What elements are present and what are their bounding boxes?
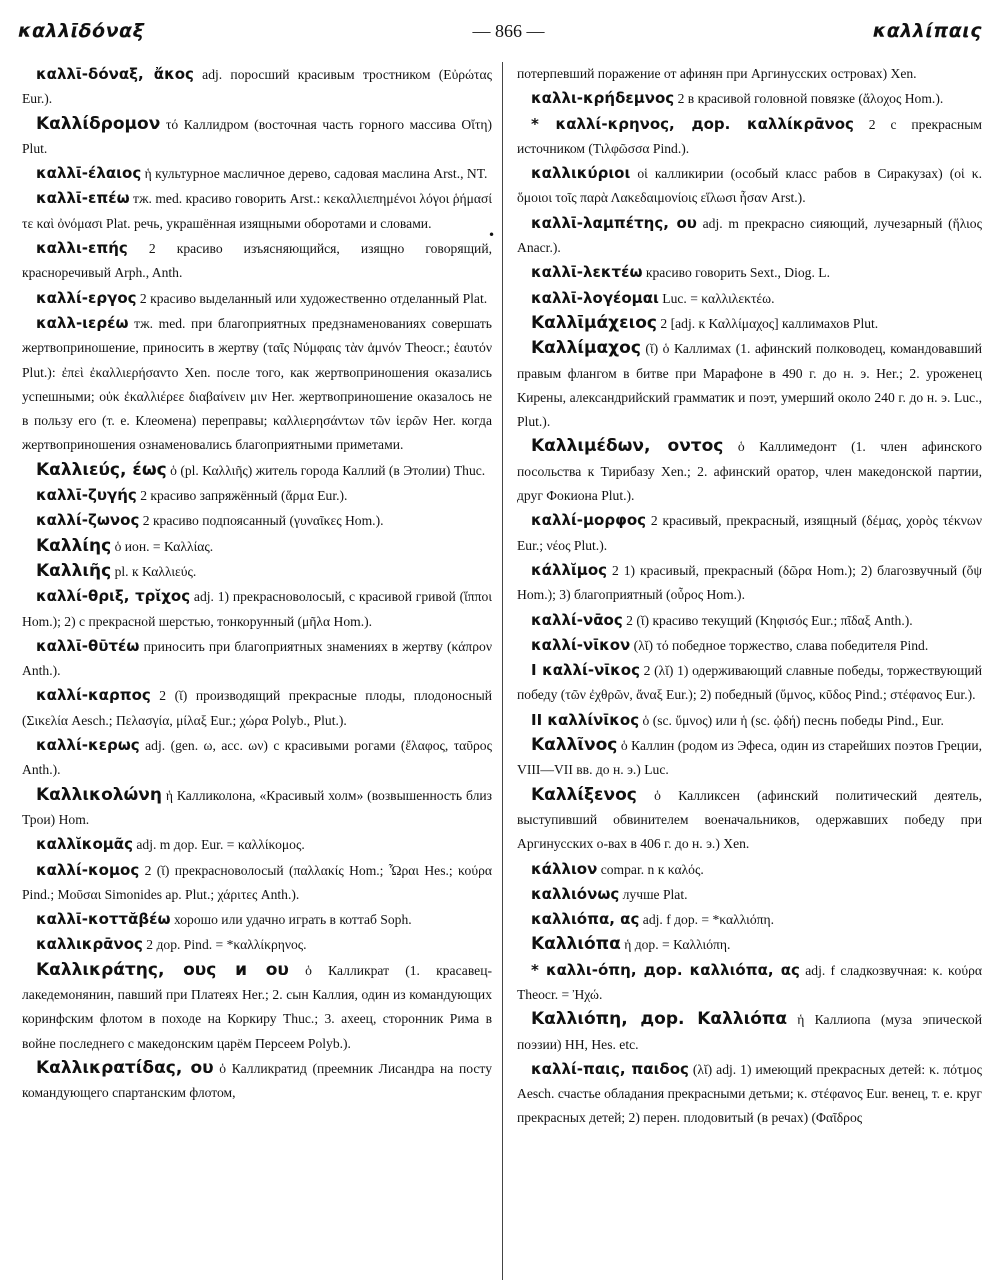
entry-headword: Καλλιῆς [36,560,112,581]
entry-definition: 2 в красивой головной повязке (ἄλοχος Hom.). [674,91,944,107]
entry-headword: καλλῑ-ζυγής [36,486,137,505]
dictionary-entry [517,211,982,261]
dictionary-entry [22,458,492,483]
dictionary-entry [517,733,982,783]
entry-definition: ὁ Каллин (родом из Эфеса, один из старейших поэтов Греции, VIII—VII вв. до н. э.) Luc. [517,738,982,778]
entry-definition: adj. f сладкозвучная: κ. κούρα Theocr. = Ἠχώ. [517,962,982,1002]
entry-headword: καλλί-παις, παιδος [531,1059,689,1078]
entry-headword: καλλῑ-επέω [36,189,130,208]
dictionary-entry [22,783,492,833]
entry-definition: compar. n к καλός. [597,861,704,877]
entry-definition: 2 1) красивый, прекрасный (δῶρα Hom.); 2) благозвучный (ὄψ Hom.); 3) благоприятный (οὖρος Hom.). [517,562,982,603]
dictionary-entry [517,608,982,633]
entry-definition: ἡ дор. = Καλλιόπη. [620,937,731,953]
entry-headword: καλλικρᾱνος [36,935,143,954]
dictionary-entry [22,832,492,857]
entry-definition: ὁ Каллимедонт (1. член афинского посольства к Тирибазу Xen.; 2. афинский оратор, член македонской партии, друг Фокиона Plut.). [517,439,982,504]
entry-definition: лучше Plat. [619,886,688,902]
entry-headword: καλλῑ-δόναξ, ἄκος [36,65,194,83]
dictionary-entry [517,932,982,957]
entry-definition: ἡ культурное масличное дерево, садовая маслина Arst., NT. [141,166,488,182]
columns [22,62,982,1280]
entry-headword: Καλλίης [36,535,112,556]
entry-headword: Καλλικρατίδας, ου [36,1057,214,1078]
dictionary-entry [517,1057,982,1131]
entry-definition: οἱ калликирии (особый класс рабов в Сиракузах) (οἱ κ. ὅμοιοι τοῖς παρὰ Λακεδαιμονίοις εἵλωσι ἦσαν Arst.). [517,166,982,206]
entry-definition: 2 красиво подпоясанный (γυναῖκες Hom.). [139,513,384,529]
header-left-guide-word: καλλῑδόναξ [18,20,145,42]
entry-headword: * καλλί-κρηνος, дор. καλλίκρᾱνος [531,114,854,133]
header-right-guide-word: καλλίπαις [872,20,982,42]
entry-definition: adj. (gen. ω, acc. ων) с красивыми рогами (ἔλαφος, ταῦρος Anth.). [22,738,492,778]
entry-headword: Καλλικολώνη [36,784,162,805]
entry-headword: Καλλίμαχος [531,338,641,359]
margin-bullet-mark: • [488,228,496,242]
dictionary-entry [517,857,982,882]
dictionary-entry [517,658,982,708]
entry-headword: Καλλῑμάχειος [531,312,657,333]
entry-definition: 2 (ῐ) прекрасноволосый (παλλακίς Hom.; Ὧραι Hes.; κούρα Pind.; Μοῦσαι Simonides ap. Plut.; χάριτες Anth.). [22,862,492,902]
entry-definition: 2 красиво выделанный или художественно отделанный Plat. [136,290,488,306]
entry-definition: красиво говорить Sext., Diog. L. [642,265,830,281]
entry-definition: тж. med. красиво говорить Arst.: κεκαλλιεπημένοι λόγοι ῥήμασί τε καὶ ὀνόμασι Plat. речь, украшённая изящными оборотами и словами. [22,191,492,231]
dictionary-entry [22,311,492,458]
entry-headword: καλλῑ-λογέομαι [531,288,659,307]
entry-headword: καλλί-νῑκον [531,635,631,654]
entry-headword: καλλί-καρπος [36,686,151,705]
entry-headword: καλλῑ-κοττᾰβέω [36,910,171,929]
entry-headword: καλλί-εργος [36,288,137,307]
entry-definition: 2 красиво изъясняющийся, изящно говорящий, красноречивый Arph., Anth. [22,241,492,281]
dictionary-entry [22,508,492,533]
entry-headword: Καλλίδρομον [36,113,161,134]
page-header [18,14,982,48]
dictionary-entry [22,733,492,783]
entry-definition: ὁ Калликратид (преемник Лисандра на посту командующего спартанским флотом, [22,1060,492,1101]
entry-definition: потерпевший поражение от афинян при Аргинусских островах) Xen. [517,66,917,81]
dictionary-entry [22,186,492,236]
dictionary-entry [517,286,982,311]
dictionary-entry [517,633,982,658]
entry-definition: adj. m прекрасно сияющий, лучезарный (ἥλιος Anacr.). [517,215,982,256]
entry-definition: ἡ Каллиопа (муза эпической поэзии) HH, Hes. etc. [517,1012,982,1052]
entry-definition: хорошо или удачно играть в коттаб Soph. [170,912,412,928]
entry-definition: τό Каллидром (восточная часть горного массива Οἴτη) Plut. [22,116,492,156]
entry-definition: 2 (ῐ) производящий прекрасные плоды, плодоносный (Σικελία Aesch.; Πελασγία, μίλαξ Eur.; χώρα Polyb., Plut.). [22,688,492,728]
dictionary-entry [517,62,982,86]
entry-headword: Καλλιμέδων, οντος [531,436,724,457]
dictionary-entry [22,858,492,908]
entry-headword: καλλί-νᾱος [531,610,623,629]
entry-headword: καλλί-κερως [36,736,140,755]
entry-headword: II καλλίνῑκος [531,710,640,729]
dictionary-entry [517,86,982,111]
dictionary-entry [517,907,982,932]
dictionary-entry [517,311,982,336]
entry-headword: καλλιόνως [531,884,620,903]
dictionary-entry [22,112,492,162]
dictionary-entry [517,882,982,907]
dictionary-entry [517,558,982,608]
dictionary-entry [22,534,492,559]
entry-definition: (ῐ) ὁ Каллимах (1. афинский полководец, командовавший правым флангом в битве при Марафоне в 490 г. до н. э. Her.; 2. уроженец Кирены, александрийский грамматик и поэт, умерший около 240 г. до н. э. Luc., Plut.). [517,341,982,430]
dictionary-entry [517,1007,982,1057]
entry-definition: ἡ Калликолона, «Красивый холм» (возвышенность близ Трои) Hom. [22,787,492,827]
entry-definition: ὁ ион. = Καλλίας. [111,538,214,554]
entry-headword: I καλλί-νῑκος [531,661,640,680]
dictionary-entry [22,907,492,932]
right-column [502,62,982,1280]
entry-definition: ὁ (sc. ὕμνος) или ἡ (sc. ᾠδή) песнь победы Pind., Eur. [639,712,944,728]
entry-headword: καλλι-επής [36,239,128,258]
dictionary-entry [22,236,492,286]
entry-headword: καλλί-ζωνος [36,511,140,530]
entry-headword: Καλλιεύς, έως [36,459,167,480]
entry-definition: ὁ (pl. Καλλιῆς) житель города Каллий (в Этолии) Thuc. [166,462,486,478]
dictionary-entry [517,434,982,508]
entry-definition: adj. поросший красивым тростником (Εὐρώτας Eur.). [22,67,492,107]
entry-definition: 2 [adj. к Καλλίμαχος] каллимахов Plut. [657,315,879,331]
dictionary-entry [517,508,982,558]
dictionary-entry [517,112,982,162]
entry-headword: καλλῐκομᾶς [36,835,133,854]
entry-headword: * καλλι-όπη, дор. καλλιόπα, ας [531,960,800,979]
entry-definition: (λῐ) τό победное торжество, слава победителя Pind. [630,637,929,653]
entry-definition: приносить при благоприятных знамениях в жертву (κάπρον Anth.). [22,638,492,679]
dictionary-entry [517,708,982,733]
entry-definition: pl. к Καλλιεύς. [111,563,197,579]
entry-headword: καλλί-μορφος [531,511,647,530]
entry-headword: Καλλιόπα [531,934,621,955]
dictionary-entry [517,783,982,857]
entry-headword: καλλιόπα, ας [531,910,640,929]
entry-headword: Καλλιόπη, дор. Καλλιόπα [531,1009,788,1030]
entry-headword: καλλί-κομος [36,860,140,879]
entry-headword: Καλλῖνος [531,735,618,756]
dictionary-entry [22,1056,492,1106]
entry-headword: καλλῑ-έλαιος [36,164,142,183]
entry-headword: κάλλιον [531,859,598,878]
entry-definition: 2 дор. Pind. = *καλλίκρηνος. [142,937,307,953]
dictionary-entry [22,683,492,733]
entry-headword: καλλ-ιερέω [36,313,129,332]
entry-definition: 2 красиво запряжённый (ἅρμα Eur.). [136,488,348,504]
entry-headword: καλλικύριοι [531,164,631,183]
entry-definition: 2 красивый, прекрасный, изящный (δέμας, χορὸς τέκνων Eur.; νέος Plut.). [517,513,982,553]
entry-definition: adj. m дор. Eur. = καλλίκομος. [133,837,305,853]
dictionary-entry [22,286,492,311]
dictionary-entry [22,559,492,584]
entry-definition: (λῐ) adj. 1) имеющий прекрасных детей: κ. πότμος Aesch. счастье обладания прекрасными детьми; κ. στέφανος Eur. венец, т. е. круг прекрасных детей; 2) перен. плодовитый (в речах) (Φαῖδρος [517,1061,982,1126]
entry-definition: тж. med. при благоприятных предзнаменованиях совершать жертвоприношение, приносить в жертву (ταῖς Νύμφαις τὰν ἀμνόν Theocr.; ἑαυτόν Plut.): ἐπεὶ ἐκαλλιερήσαντο Xen. после того, как жертвоприношения оказались успешными; οὐκ ἐκαλλιέρεε διαβαίνειν μιν Her. жертвоприношение оказалось не в пользу его (т. е. Клеомена) переправы; καλλιερησάντων τῶν ἱερῶν Her. когда жертвоприношения ознаменовались благоприятными приметами. [22,315,492,453]
entry-headword: Καλλίξενος [531,784,637,805]
dictionary-entry [517,260,982,285]
entry-definition: ὁ Калликрат (1. красавец-лакедемонянин, павший при Платеях Her.; 2. сын Каллия, один из командующих коринфским флотом в походе на Коркиру Thuc.; 3. ахеец, сторонник Рима в войне последнего с македонским царём Персеем Polyb.). [22,962,492,1051]
dictionary-entry [22,62,492,112]
entry-headword: καλλῑ-λαμπέτης, ου [531,213,697,232]
dictionary-entry [517,161,982,211]
dictionary-entry [22,958,492,1056]
dictionary-entry [22,483,492,508]
entry-definition: Luc. = καλλιλεκτέω. [658,290,775,306]
entry-definition: 2 (λῐ) 1) одерживающий славные победы, торжествующий победу (τῶν ἐχθρῶν, ἄναξ Eur.); 2) победный (ὕμνος, κῦδος Pind.; στέφανος Eur.). [517,663,982,703]
entry-definition: ὁ Калликсен (афинский политический деятель, выступивший обвинителем военачальников, одержавших победу при Аргинусских о-вах в 406 г. до н. э.) Xen. [517,787,982,852]
entry-headword: Καλλικράτης, ους и ου [36,959,289,980]
entry-headword: καλλῑ-λεκτέω [531,263,643,282]
entry-headword: καλλί-θριξ, τρῐχος [36,587,191,606]
dictionary-entry [22,932,492,957]
page-number: — 866 — [472,20,545,41]
entry-headword: καλλι-κρήδεμνος [531,89,675,108]
entry-headword: καλλῑ-θῡτέω [36,636,140,655]
entry-definition: adj. 1) прекрасноволосый, с красивой гривой (ἵπποι Hom.); 2) с прекрасной шерстью, тонкорунный (μῆλα Hom.). [22,589,492,629]
entry-definition: adj. f дор. = *καλλιόπη. [639,912,774,928]
entry-headword: κάλλῐμος [531,560,608,579]
entry-definition: 2 с прекрасным источником (Τιλφῶσσα Pind.). [517,116,982,156]
entry-definition: 2 (ῐ) красиво текущий (Κηφισός Eur.; πῖδαξ Anth.). [622,612,913,628]
dictionary-entry [517,336,982,434]
dictionary-entry [22,161,492,186]
dictionary-entry [22,634,492,684]
dictionary-entry [517,958,982,1008]
dictionary-entry [22,584,492,634]
left-column [22,62,502,1280]
